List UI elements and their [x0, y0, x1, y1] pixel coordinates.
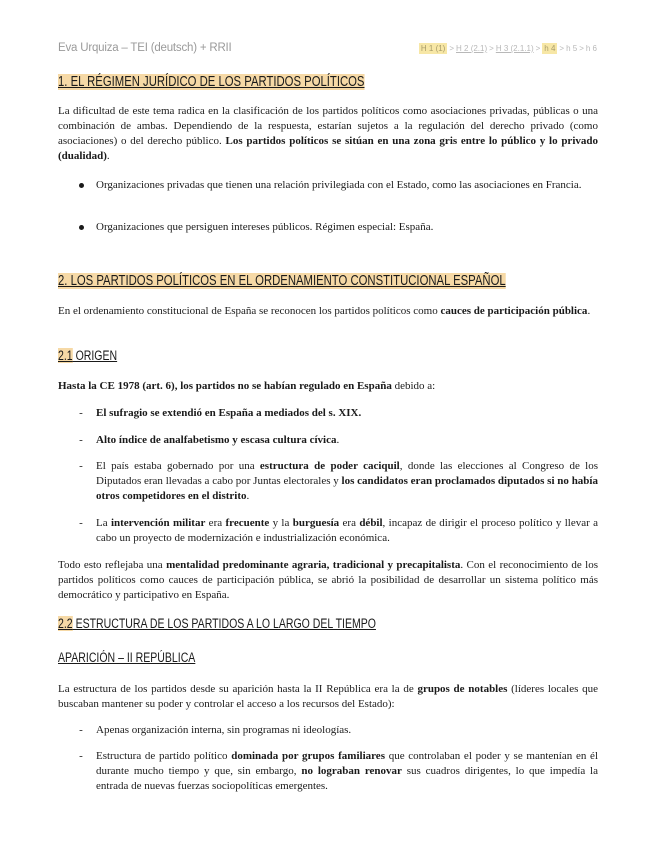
bold-text: Los partidos políticos se sitúan en una zona gris entre lo público y lo privado (dualidad): [58, 135, 598, 162]
nav-h1[interactable]: H 1 (1): [420, 44, 446, 53]
text: debido a:: [391, 380, 436, 392]
bold-text: El sufragio se extendió en España a mediados del s. XIX.: [96, 407, 362, 419]
origin-intro: [58, 379, 598, 394]
section-1-heading: [58, 74, 364, 90]
bullet-item: [96, 178, 598, 193]
text: La dificultad de este tema radica en la clasificación de los partidos políticos como asociaciones privadas, públicas o una combinación de ambas. Dependiendo de la respuesta, estarían sujetos a la regulación del derecho privado (como asociaciones) o del derecho público.: [58, 105, 598, 147]
text: El país estaba gobernado por una: [96, 460, 260, 472]
nav-sep: >: [449, 44, 455, 53]
heading-level-nav: [419, 43, 597, 54]
subsection-heading: APARICIÓN – II REPÚBLICA: [58, 650, 196, 665]
nav-h3[interactable]: H 3 (2.1.1): [495, 44, 534, 53]
structure-paragraph: [58, 682, 598, 712]
bold-text: dominada por grupos familiares: [231, 750, 385, 762]
nav-sep: >: [535, 44, 541, 53]
text: era: [339, 517, 360, 529]
bold-text: frecuente: [225, 517, 270, 529]
section-1-title: 1. EL RÉGIMEN JURÍDICO DE LOS PARTIDOS POLÍTICOS: [58, 74, 365, 90]
text: que controlaban el poder y se mantenían en él durante mucho tiempo y que, sin embargo,: [96, 750, 598, 777]
dash-marker: -: [79, 517, 83, 529]
section-2-paragraph: [58, 304, 598, 319]
text: La: [96, 517, 111, 529]
section-2-1-heading: [58, 348, 117, 363]
heading-text: ORIGEN: [72, 348, 118, 363]
nav-sep: >: [579, 44, 584, 53]
text: .: [587, 305, 591, 317]
text: Todo esto reflejaba una: [58, 559, 167, 571]
list-item: [79, 459, 599, 504]
bold-text: intervención militar: [110, 517, 206, 529]
section-1-paragraph: [58, 104, 598, 164]
text: Estructura de partido político: [96, 750, 232, 762]
bold-text: Alto índice de analfabetismo y escasa cultura cívica: [96, 434, 337, 446]
heading-text: ESTRUCTURA DE LOS PARTIDOS A LO LARGO DEL TIEMPO: [72, 616, 376, 631]
text: y la: [269, 517, 293, 529]
dash-marker: -: [79, 724, 83, 736]
bold-text: los candidatos eran proclamados diputados si no había otros competidores en el distrito: [96, 475, 598, 502]
origin-conclusion: [58, 558, 598, 603]
bold-text: burguesía: [292, 517, 340, 529]
heading-number: 2.2: [58, 616, 73, 631]
header-author: Eva Urquiza – TEI (deutsch) + RRII: [58, 42, 232, 54]
bullet-dot-icon: [79, 183, 84, 188]
dash-marker: -: [79, 407, 83, 419]
dash-marker: -: [79, 434, 83, 446]
bullet-dot-icon: [79, 225, 84, 230]
nav-sep: >: [559, 44, 565, 53]
bold-text: cauces de participación pública: [440, 305, 588, 317]
bullet-text: Organizaciones privadas que tienen una relación privilegiada con el Estado, como las asociaciones en Francia.: [96, 179, 582, 191]
dash-marker: -: [79, 460, 83, 472]
bold-text: débil: [359, 517, 383, 529]
section-2-heading: [58, 273, 506, 289]
text: Apenas organización interna, sin programas ni ideologías.: [96, 724, 352, 736]
text: , donde las elecciones al Congreso de los Diputados eran llevadas a cabo por Juntas electorales y: [96, 460, 599, 487]
list-item: [79, 406, 598, 421]
list-item: [79, 723, 598, 738]
bullet-item: [96, 220, 598, 235]
list-item: [79, 749, 598, 794]
nav-h6[interactable]: h 6: [585, 44, 597, 53]
nav-h2[interactable]: H 2 (2.1): [456, 44, 488, 53]
list-item: [79, 516, 599, 546]
dash-marker: -: [79, 750, 83, 762]
text: (líderes locales que buscaban mantener su poder y controlar el acceso a los recursos del Estado):: [58, 683, 598, 710]
bold-text: no lograban renovar: [301, 765, 402, 777]
text: era: [205, 517, 226, 529]
bold-text: Hasta la CE 1978 (art. 6), los partidos no se habían regulado en España: [58, 380, 392, 392]
text: La estructura de los partidos desde su aparición hasta la II República era la de: [58, 683, 418, 695]
nav-h4[interactable]: h 4: [544, 44, 556, 53]
text: .: [246, 490, 250, 502]
section-2-2-heading: [58, 616, 376, 631]
list-item: [79, 433, 598, 448]
bold-text: grupos de notables: [417, 683, 508, 695]
nav-sep: >: [489, 44, 494, 53]
section-2-title: 2. LOS PARTIDOS POLÍTICOS EN EL ORDENAMIENTO CONSTITUCIONAL ESPAÑOL: [58, 273, 506, 289]
bullet-text: Organizaciones que persiguen intereses públicos. Régimen especial: España.: [96, 221, 434, 233]
text: sus cuadros dirigentes, lo que impedía la entrada de nuevas fuerzas sociopolíticas emergentes.: [96, 765, 598, 792]
text: .: [336, 434, 340, 446]
bold-text: mentalidad predominante agraria, tradicional y precapitalista: [166, 559, 461, 571]
bold-text: estructura de poder caciquil: [259, 460, 400, 472]
text: .: [106, 150, 110, 162]
text: En el ordenamiento constitucional de España se reconocen los partidos políticos como: [58, 305, 441, 317]
text: . Con el reconocimiento de los partidos políticos como cauces de participación pública, se abrió la posibilidad de desarrollar un sistema político más democrático y participativo en España.: [58, 559, 598, 601]
heading-number: 2.1: [58, 348, 73, 363]
text: , incapaz de dirigir el proceso político y llevar a cabo un proyecto de modernización e industrialización económica.: [96, 517, 599, 544]
nav-h5[interactable]: h 5: [566, 44, 578, 53]
